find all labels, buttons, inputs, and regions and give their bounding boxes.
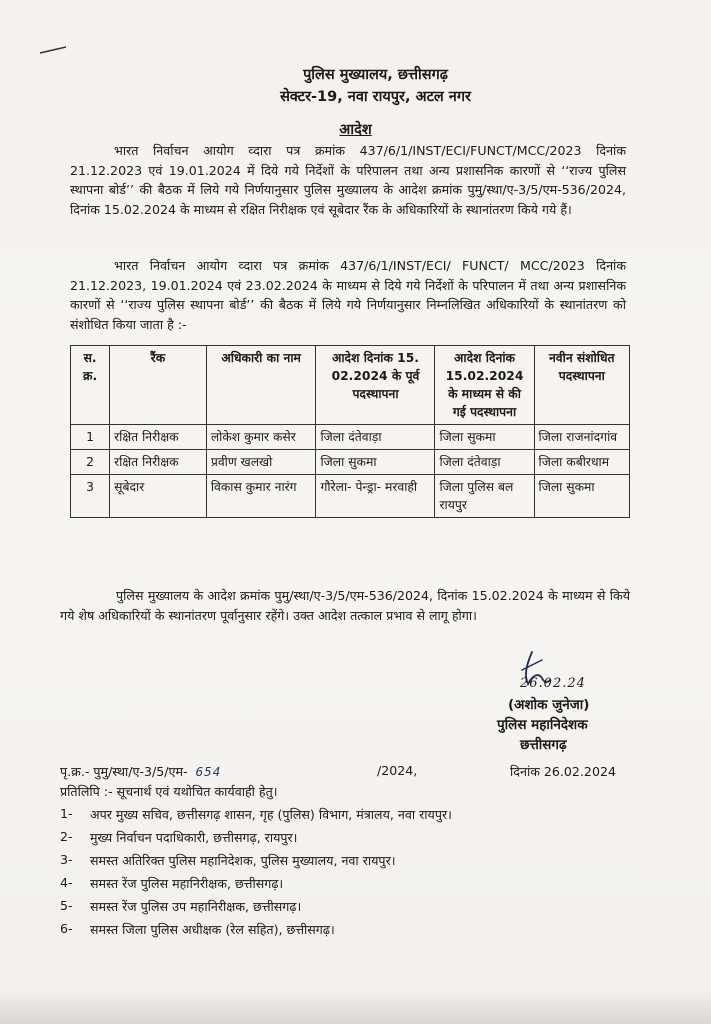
- reference-number: [60, 763, 221, 780]
- copy-item-number: 6-: [60, 921, 73, 936]
- reference-prefix: पृ.क्र.- पुमु/स्था/ए-3/5/एम-: [60, 764, 188, 779]
- cell-serial: 1: [71, 425, 110, 450]
- table-row: [71, 475, 630, 518]
- header-revised-posting: नवीन संशोधित पदस्थापना: [534, 346, 629, 425]
- copy-item-text: अपर मुख्य सचिव, छत्तीसगढ़ शासन, गृह (पुलिस) विभाग, मंत्रालय, नवा रायपुर।: [90, 807, 452, 822]
- copy-to-heading: प्रतिलिपि :- सूचनार्थ एवं यथोचित कार्यवाही हेतु।: [60, 784, 278, 799]
- signatory-name: (अशोक जुनेजा): [508, 697, 590, 713]
- reference-year: /2024,: [377, 763, 418, 778]
- pen-mark-icon: [38, 44, 68, 56]
- table-header-row: [71, 346, 630, 425]
- cell-revised-posting: जिला कबीरधाम: [534, 450, 629, 475]
- copy-item-text: समस्त जिला पुलिस अधीक्षक (रेल सहित), छत्तीसगढ़।: [90, 922, 335, 937]
- table-row: [71, 450, 630, 475]
- cell-order-posting: जिला पुलिस बल रायपुर: [435, 475, 534, 518]
- reference-date: दिनांक 26.02.2024: [510, 764, 616, 779]
- cell-officer-name: लोकेश कुमार कसेर: [206, 425, 316, 450]
- cell-revised-posting: जिला सुकमा: [534, 475, 629, 518]
- cell-serial: 2: [71, 450, 110, 475]
- office-name: पुलिस मुख्यालय, छत्तीसगढ़: [303, 67, 448, 83]
- paragraph-2: भारत निर्वाचन आयोग व्दारा पत्र क्रमांक 437/6/1/INST/ECI/ FUNCT/ MCC/2023 दिनांक 21.12.2023, 19.01.2024 एवं 23.02.2024 के माध्यम से दिये गये निर्देशों के परिपालन में तथा अन्य प्रशासनिक कारणों से ‘‘राज्य पुलिस स्थापना बोर्ड’’ की बैठक में लिये गये निर्णयानुसार निम्नलिखित अधिकारियों के स्थानांतरण को संशोधित किया जाता है :-: [70, 258, 626, 332]
- copy-item-number: 1-: [60, 806, 73, 821]
- header-previous-posting: आदेश दिनांक 15. 02.2024 के पूर्व पदस्थापना: [316, 346, 435, 425]
- copy-item-number: 4-: [60, 875, 73, 890]
- table-row: [71, 425, 630, 450]
- cell-order-posting: जिला सुकमा: [435, 425, 534, 450]
- signatory-state: छत्तीसगढ़: [520, 737, 567, 753]
- header-order-posting: आदेश दिनांक 15.02.2024 के माध्यम से की गई पदस्थापना: [435, 346, 534, 425]
- paragraph-1: भारत निर्वाचन आयोग व्दारा पत्र क्रमांक 437/6/1/INST/ECI/FUNCT/MCC/2023 दिनांक 21.12.2023 एवं 19.01.2024 में दिये गये निर्देशों के परिपालन तथा अन्य प्रशासनिक कारणों से ‘‘राज्य पुलिस स्थापना बोर्ड’’ की बैठक में लिये गये निर्णयानुसार पुलिस मुख्यालय के आदेश क्रमांक पुमु/स्था/ए-3/5/एम-536/2024, दिनांक 15.02.2024 के माध्यम से रक्षित निरीक्षक एवं सूबेदार रैंक के अधिकारियों के स्थानांतरण किये गये हैं।: [70, 143, 626, 217]
- cell-previous-posting: गौरेला- पेन्ड्रा- मरवाही: [316, 475, 435, 518]
- cell-order-posting: जिला दंतेवाड़ा: [435, 450, 534, 475]
- cell-rank: सूबेदार: [110, 475, 207, 518]
- paragraph-3: पुलिस मुख्यालय के आदेश क्रमांक पुमु/स्था/ए-3/5/एम-536/2024, दिनांक 15.02.2024 के माध्यम से किये गये शेष अधिकारियों के स्थानांतरण पूर्वानुसार रहेंगे। उक्त आदेश तत्काल प्रभाव से लागू होगा।: [60, 588, 630, 623]
- signatory-designation: पुलिस महानिदेशक: [497, 717, 588, 733]
- cell-revised-posting: जिला राजनांदगांव: [534, 425, 629, 450]
- cell-officer-name: विकास कुमार नारंग: [206, 475, 316, 518]
- cell-rank: रक्षित निरीक्षक: [110, 425, 207, 450]
- copy-item-text: समस्त रेंज पुलिस महानिरीक्षक, छत्तीसगढ़।: [90, 876, 284, 891]
- cell-serial: 3: [71, 475, 110, 518]
- cell-previous-posting: जिला दंतेवाड़ा: [316, 425, 435, 450]
- copy-item-number: 5-: [60, 898, 73, 913]
- header-officer-name: अधिकारी का नाम: [206, 346, 316, 425]
- page-shadow: [0, 990, 711, 1024]
- cell-previous-posting: जिला सुकमा: [316, 450, 435, 475]
- copy-item-text: समस्त अतिरिक्त पुलिस महानिदेशक, पुलिस मुख्यालय, नवा रायपुर।: [90, 853, 396, 868]
- copy-item-number: 3-: [60, 852, 73, 867]
- cell-rank: रक्षित निरीक्षक: [110, 450, 207, 475]
- copy-item-text: मुख्य निर्वाचन पदाधिकारी, छत्तीसगढ़, रायपुर।: [90, 830, 298, 845]
- copy-item-text: समस्त रेंज पुलिस उप महानिरीक्षक, छत्तीसगढ़।: [90, 899, 302, 914]
- office-address: सेक्टर-19, नवा रायपुर, अटल नगर: [280, 89, 471, 105]
- copy-item-number: 2-: [60, 829, 73, 844]
- cell-officer-name: प्रवीण खलखो: [206, 450, 316, 475]
- order-title: आदेश: [339, 122, 372, 138]
- header-rank: रैंक: [110, 346, 207, 425]
- transfer-table: [70, 345, 630, 518]
- reference-handwritten-number: 654: [195, 764, 222, 779]
- signature-date: 26.02.24: [520, 676, 586, 691]
- header-serial: स. क्र.: [71, 346, 110, 425]
